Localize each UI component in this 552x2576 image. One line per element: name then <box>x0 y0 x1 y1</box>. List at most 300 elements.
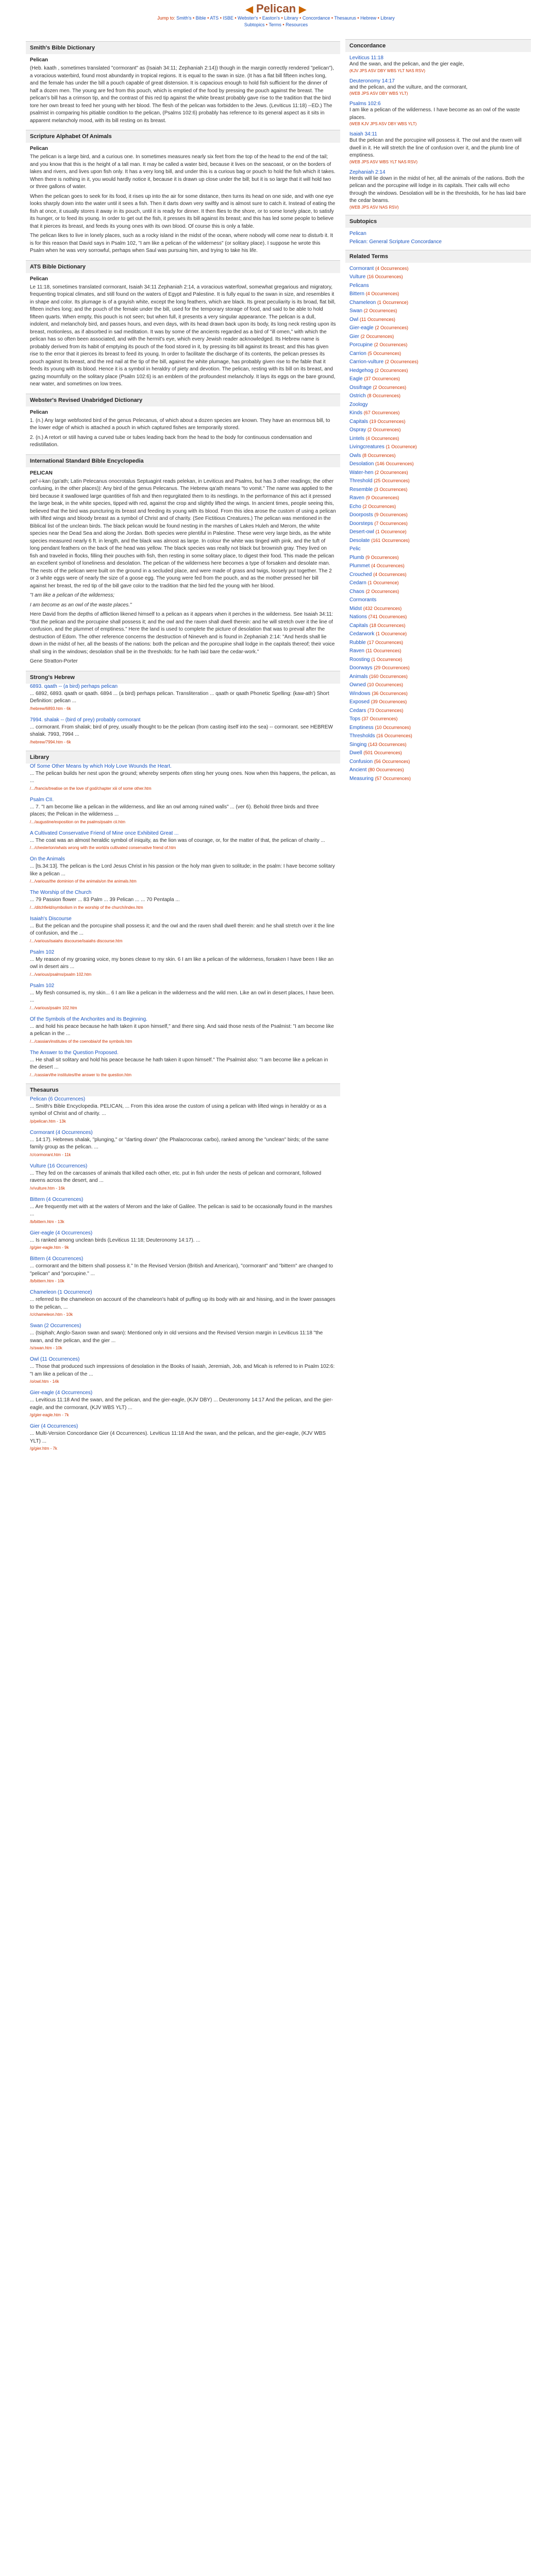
related-term-count: (9 Occurrences) <box>365 495 399 500</box>
list-item <box>30 1050 336 1077</box>
entry-title-link[interactable]: Isaiah's Discourse <box>30 916 72 922</box>
related-term-link[interactable]: Plummet <box>349 563 370 569</box>
entry-text: ... (tsiphah; Anglo-Saxon swan and swan): Mentioned only in old versions and the Revised Version margin in Leviticus 11:18 "the swan, and the pelican, and the gier ... <box>30 1330 323 1344</box>
related-term-link[interactable]: Cedarwork <box>349 631 375 637</box>
related-term-count: (39 Occurrences) <box>371 699 407 704</box>
nav-bible[interactable]: Bible <box>195 15 206 21</box>
entry-text: ... cormorant and the bittern shall possess it." In the Revised Version (British and American), "cormorant" and "bittern" are changed to "pelican" and "porcupine." ... <box>30 1263 333 1277</box>
related-term-link[interactable]: Capitals <box>349 418 369 425</box>
entry-source[interactable]: /g/gier-eagle.htm - 9k <box>30 1245 69 1250</box>
list-item <box>30 1323 336 1350</box>
scripture-p1: The pelican is a large bird, and a curious one. In sometimes measures nearly six feet from the top of the head to the end of the tail; and you know that this is the height of a tall man. It may be called a water bird, because it lives on the seacoast, or on the borders of lakes and rivers, and lives upon fish only. It has a very long bill, and under this is a curious bag or pouch to hold the fish which it takes. When there is nothing in it, you would hardly notice it, because it is drawn up close under the bill; but it is so large that it will hold two or three gallons of water. <box>30 154 336 190</box>
entry-text: ... 6892, 6893. qaath or qaath. 6894 ... (a bird) perhaps pelican. Transliteration ... qaath or qaath Phonetic Spelling: (kaw-ath') Short Definition: pelican ... <box>30 690 329 704</box>
entry-text: ... Leviticus 11:18 And the swan, and the pelican, and the gier-eagle, (KJV DBY) ... Deuteronomy 14:17 And the pelican, and the gier-eagle, and the cormorant, (KJV WBS YLT) ... <box>30 1397 333 1411</box>
related-term-count: (19 Occurrences) <box>369 418 406 424</box>
verse-text: And the swan, and the pelican, and the gier eagle, <box>349 61 464 67</box>
list-item <box>30 1423 336 1451</box>
related-term-count: (741 Occurrences) <box>368 614 407 619</box>
related-term-link[interactable]: Owned <box>349 682 366 688</box>
related-term-item[interactable] <box>349 511 527 520</box>
entry-source[interactable]: /.../ditchfield/symbolism in the worship of the church/index.htm <box>30 905 143 910</box>
related-term-item[interactable] <box>349 299 527 308</box>
related-term-item[interactable] <box>349 290 527 299</box>
entry-text: ... 7. "I am become like a pelican in the wilderness, and like an owl among ruined walls" ... (ver 6). Behold three birds and three places; the Pelican in the wilderness ... <box>30 804 319 817</box>
related-term-link[interactable]: Crouched <box>349 571 372 578</box>
websters-word: Pelican <box>30 409 48 415</box>
related-term-item[interactable] <box>349 664 527 673</box>
related-term-count: (1 Occurrence) <box>386 444 417 449</box>
related-term-item[interactable] <box>349 316 527 325</box>
title-text: Pelican <box>256 2 296 15</box>
list-item <box>30 1016 336 1044</box>
related-term-item[interactable] <box>349 571 527 580</box>
related-term-item[interactable] <box>349 639 527 648</box>
verse-ref-link[interactable]: Isaiah 34:11 <box>349 131 377 137</box>
related-term-item[interactable] <box>349 630 527 639</box>
isbe-word: PELICAN <box>30 470 53 476</box>
related-term-count: (16 Occurrences) <box>376 733 412 738</box>
entry-title-link[interactable]: Gier (4 Occurrences) <box>30 1423 78 1429</box>
related-term-item[interactable] <box>349 545 527 554</box>
related-term-link[interactable]: Raven <box>349 648 364 654</box>
related-term-link[interactable]: Ossifrage <box>349 384 372 391</box>
concordance-verse <box>349 170 527 210</box>
entry-title-link[interactable]: Psalm 102 <box>30 949 55 955</box>
related-term-item[interactable] <box>349 715 527 724</box>
section-isbe: International Standard Bible Encyclopedia <box>26 454 340 467</box>
related-term-link[interactable]: Vulture <box>349 274 366 280</box>
entry-source[interactable]: /s/swan.htm - 10k <box>30 1346 62 1350</box>
subtopic-item[interactable]: Pelican: General Scripture Concordance <box>349 239 442 245</box>
related-term-link[interactable]: Dwell <box>349 750 362 756</box>
entry-text: ... Multi-Version Concordance Gier (4 Occurrences). Leviticus 11:18 And the swan, and the pelican, and the gier-eagle, (KJV WBS YLT) ... <box>30 1431 326 1444</box>
related-term-item[interactable] <box>349 698 527 707</box>
related-term-link[interactable]: Echo <box>349 503 361 510</box>
related-term-link[interactable]: Roosting <box>349 656 370 663</box>
related-term-count: (25 Occurrences) <box>374 478 410 483</box>
related-term-item[interactable] <box>349 367 527 376</box>
related-term-count: (2 Occurrences) <box>363 308 397 313</box>
entry-source[interactable]: /.../francis/treatise on the love of god/chapter xiii of some other.htm <box>30 786 152 791</box>
related-term-item[interactable] <box>349 579 527 588</box>
related-term-item[interactable] <box>349 375 527 384</box>
related-term-item[interactable] <box>349 681 527 690</box>
thesaurus-list <box>26 1096 340 1451</box>
related-term-link[interactable]: Cedars <box>349 707 366 714</box>
related-term-link[interactable]: Kinds <box>349 410 363 416</box>
nav-subtopics[interactable]: Subtopics <box>244 22 265 27</box>
related-term-item[interactable] <box>349 460 527 469</box>
entry-source[interactable]: /hebrew/6893.htm - 6k <box>30 706 71 711</box>
section-library: Library <box>26 751 340 764</box>
list-item <box>30 797 336 824</box>
related-term-count: (1 Occurrence) <box>367 580 399 585</box>
nav-resources[interactable]: Resources <box>286 22 308 27</box>
entry-title-link[interactable]: Gier-eagle (4 Occurrences) <box>30 1390 93 1396</box>
related-term-item[interactable] <box>349 596 527 605</box>
list-item <box>30 1256 336 1283</box>
entry-source[interactable]: /.../augustine/exposition on the psalms/psalm cii.htm <box>30 819 125 824</box>
section-smiths: Smith's Bible Dictionary <box>26 41 340 54</box>
entry-source[interactable]: /g/gier-eagle.htm - 7k <box>30 1413 69 1417</box>
verse-ref-link[interactable]: Psalms 102:6 <box>349 101 381 107</box>
section-thesaurus: Thesaurus <box>26 1083 340 1096</box>
entry-source[interactable]: /g/gier.htm - 7k <box>30 1446 57 1451</box>
related-term-link[interactable]: Doorposts <box>349 512 373 518</box>
related-term-count: (7 Occurrences) <box>374 520 408 526</box>
related-term-link[interactable]: Emptiness <box>349 724 374 731</box>
entry-title-link[interactable]: Cormorant (4 Occurrences) <box>30 1129 93 1136</box>
entry-title-link[interactable]: A Cultivated Conservative Friend of Mine once Exhibited Great ... <box>30 830 179 836</box>
related-term-link[interactable]: Bittern <box>349 291 364 297</box>
entry-source[interactable]: /v/vulture.htm - 16k <box>30 1185 65 1191</box>
entry-title-link[interactable]: Swan (2 Occurrences) <box>30 1323 81 1329</box>
related-term-count: (2 Occurrences) <box>374 367 408 373</box>
related-term-item[interactable] <box>349 724 527 733</box>
related-term-item[interactable] <box>349 554 527 563</box>
related-term-count: (16 Occurrences) <box>367 274 403 279</box>
related-term-count: (37 Occurrences) <box>364 376 400 381</box>
entry-text: ... Is ranked among unclean birds (Leviticus 11:18; Deuteronomy 14:17). ... <box>30 1237 200 1243</box>
related-term-item[interactable] <box>349 358 527 367</box>
related-term-item[interactable] <box>349 265 527 274</box>
verse-text: and the pelican, and the vulture, and the cormorant, <box>349 84 468 90</box>
scripture-word: Pelican <box>30 146 48 151</box>
concordance-verse <box>349 55 527 73</box>
related-term-item[interactable] <box>349 401 527 410</box>
entry-source[interactable]: /.../cassian/institutes of the coenobia/of the symbols.htm <box>30 1039 132 1044</box>
entry-title-link[interactable]: Vulture (16 Occurrences) <box>30 1163 88 1169</box>
verse-translations[interactable]: (WEB JPS ASV DBY WBS YLT) <box>349 91 408 96</box>
related-term-link[interactable]: Threshold <box>349 478 373 484</box>
page-title <box>0 2 552 15</box>
related-term-link[interactable]: Midst <box>349 605 362 612</box>
verse-ref-link[interactable]: Leviticus 11:18 <box>349 55 383 61</box>
related-term-count: (4 Occurrences) <box>365 291 399 296</box>
entry-title-link[interactable]: Psalm 102 <box>30 982 55 989</box>
entry-text: ... 79 Passion flower ... 83 Palm ... 39 Pelican ... ... 70 Pentapla ... <box>30 897 180 903</box>
nav-thesaurus[interactable]: Thesaurus <box>334 15 356 21</box>
related-term-item[interactable] <box>349 384 527 393</box>
related-term-count: (5 Occurrences) <box>367 350 402 356</box>
verse-translations[interactable]: (WEB KJV JPS ASV DBY WBS YLT) <box>349 122 417 126</box>
related-term-link[interactable]: Owls <box>349 452 361 459</box>
related-term-link[interactable]: Cormorant <box>349 265 374 272</box>
related-term-link[interactable]: Chameleon <box>349 299 376 306</box>
related-term-link[interactable]: Animals <box>349 673 368 680</box>
related-term-item[interactable] <box>349 273 527 282</box>
list-item <box>30 1390 336 1417</box>
related-term-item[interactable] <box>349 503 527 512</box>
related-term-item[interactable] <box>349 707 527 716</box>
related-term-count: (2 Occurrences) <box>360 333 394 339</box>
entry-source[interactable]: /.../various/the dominion of the animals/on the animals.htm <box>30 879 137 884</box>
related-term-count: (9 Occurrences) <box>365 554 399 560</box>
list-item <box>30 890 336 910</box>
related-term-item[interactable] <box>349 537 527 546</box>
entry-title-link[interactable]: Chameleon (1 Occurrence) <box>30 1290 92 1295</box>
entry-text: ... cormorant. From shalak; bird of prey, usually thought to be the pelican (from casting itself into the sea) -- cormorant. see HEBREW shalak. 7993, 7994 ... <box>30 724 333 737</box>
related-term-item[interactable] <box>349 749 527 758</box>
related-term-item[interactable] <box>349 426 527 435</box>
related-term-item[interactable] <box>349 409 527 418</box>
related-term-count: (2 Occurrences) <box>384 359 419 364</box>
entry-source[interactable]: /.../chesterton/whats wrong with the world/a cultivated conservative friend of.htm <box>30 845 176 850</box>
list-item <box>30 1096 336 1124</box>
related-term-count: (80 Occurrences) <box>368 767 404 772</box>
related-term-count: (1 Occurrence) <box>375 529 407 534</box>
entry-title-link[interactable]: Pelican (6 Occurrences) <box>30 1096 86 1102</box>
verse-text: I am like a pelican of the wilderness. I have become as an owl of the waste places. <box>349 107 520 121</box>
concordance-verse <box>349 131 527 164</box>
related-term-item[interactable] <box>349 732 527 741</box>
related-term-link[interactable]: Singing <box>349 741 367 748</box>
nav-concordance[interactable]: Concordance <box>302 15 330 21</box>
section-subtopics: Subtopics <box>345 215 531 228</box>
nav-isbe[interactable]: ISBE <box>223 15 233 21</box>
related-term-link[interactable]: Tops <box>349 716 361 722</box>
entry-source[interactable]: /.../cassian/the institutes/the answer to the question.htm <box>30 1072 131 1077</box>
entry-source[interactable]: /p/pelican.htm - 13k <box>30 1118 66 1124</box>
related-term-link[interactable]: Capitals <box>349 622 369 629</box>
related-term-count: (67 Occurrences) <box>363 410 400 415</box>
nav-terms[interactable]: Terms <box>269 22 281 27</box>
related-term-count: (143 Occurrences) <box>368 741 407 747</box>
entry-source[interactable]: /o/owl.htm - 14k <box>30 1379 59 1384</box>
related-term-item[interactable] <box>349 656 527 665</box>
entry-title-link[interactable]: Of the Symbols of the Anchorites and its Beginning. <box>30 1016 147 1022</box>
nav-library2[interactable]: Library <box>380 15 395 21</box>
related-term-link[interactable]: Pelicans <box>349 282 369 289</box>
list-item <box>30 983 336 1010</box>
nav-ats[interactable]: ATS <box>210 15 219 21</box>
entry-title-link[interactable]: 6893. qaath -- (a bird) perhaps pelican <box>30 683 118 689</box>
list-item <box>30 1130 336 1157</box>
related-term-link[interactable]: Desolation <box>349 461 374 467</box>
related-term-link[interactable]: Hedgehog <box>349 367 374 374</box>
related-term-count: (3 Occurrences) <box>374 486 408 492</box>
nav-library[interactable]: Library <box>284 15 298 21</box>
entry-text: ... The coat was an almost heraldic symbol of iniquity, as the lion was of courage, or, for the matter of that, the pelican of charity ... <box>30 837 325 843</box>
related-term-link[interactable]: Ospray <box>349 427 366 433</box>
related-term-item[interactable] <box>349 307 527 316</box>
related-term-count: (2 Occurrences) <box>374 342 408 347</box>
related-term-item[interactable] <box>349 486 527 495</box>
websters-p2: 2. (n.) A retort or still having a curved tube or tubes leading back from the head to the body for continuous condensation and redistillation. <box>30 434 312 448</box>
related-term-count: (432 Occurrences) <box>363 605 402 611</box>
related-term-item[interactable] <box>349 324 527 333</box>
nav-eastons[interactable]: Easton's <box>262 15 280 21</box>
entry-source[interactable]: /.../various/isaiahs discourse/isaiahs discourse.htm <box>30 938 123 943</box>
related-term-item[interactable] <box>349 766 527 775</box>
section-websters: Webster's Revised Unabridged Dictionary <box>26 394 340 406</box>
list-item <box>30 1290 336 1317</box>
entry-title-link[interactable]: On the Animals <box>30 856 65 862</box>
related-term-link[interactable]: Desert-owl <box>349 529 374 535</box>
related-term-link[interactable]: Rubble <box>349 639 366 646</box>
entry-source[interactable]: /.../various/psalm 102.htm <box>30 1005 77 1010</box>
entry-source[interactable]: /b/bittern.htm - 13k <box>30 1219 64 1224</box>
related-term-link[interactable]: Windows <box>349 690 371 697</box>
list-item <box>30 916 336 943</box>
related-term-link[interactable]: Swan <box>349 308 363 314</box>
entry-source[interactable]: /b/bittern.htm - 10k <box>30 1279 64 1283</box>
entry-text: ... Are frequently met with at the waters of Merom and the lake of Galilee. The pelican is said to be occasionally found in the marshes ... <box>30 1204 332 1217</box>
related-term-item[interactable] <box>349 452 527 461</box>
related-term-link[interactable]: Ancient <box>349 767 367 773</box>
related-term-link[interactable]: Gier <box>349 333 359 340</box>
related-term-item[interactable] <box>349 528 527 537</box>
entry-text: ... [ts.34:13]. The pelican is the Lord Jesus Christ in his passion or the holy man given to solitude; in the psalm: I have become solitary like a pelican ... <box>30 863 335 877</box>
verse-ref-link[interactable]: Zephaniah 2:14 <box>349 169 386 175</box>
related-term-count: (8 Occurrences) <box>367 393 400 398</box>
related-term-count: (73 Occurrences) <box>367 707 404 713</box>
related-term-link[interactable]: Pelic <box>349 546 361 552</box>
verse-ref-link[interactable]: Deuteronomy 14:17 <box>349 78 395 84</box>
websters-p1: 1. (n.) Any large webfooted bird of the genus Pelecanus, of which about a dozen species are known. They have an enormous bill, to the lower edge of which is attached a pouch in which captured fishes are temporarily stored. <box>30 417 330 431</box>
related-term-count: (146 Occurrences) <box>375 461 414 466</box>
related-term-count: (2 Occurrences) <box>362 503 396 509</box>
list-item <box>30 764 336 791</box>
related-term-count: (1 Occurrence) <box>371 656 403 662</box>
related-term-item[interactable] <box>349 520 527 529</box>
ats-text: Le 11:18, sometimes translated cormorant, Isaiah 34:11 Zephaniah 2:14, a voracious waterfowl, somewhat gregarious and migratory, frequenting tropical climates, and still found on the waters of Egypt and Palestine. It is fully equal to the swan in size, and resembles it in shape and color. Its plumage is of a grayish white, except the long feathers, which are black. Its great peculiarity is its broad, flat bill, fifteen inches long; and the pouch of the female under the bill, used for the temporary storage of food, and said to be able to hold fifteen quarts. When empty, this pouch is not seen; but when full, it presents a very singular appearance. The pelican is a dull, indolent, and melancholy bird, and passes hours, and even days, with its head drawn back upon its body, its long neck resting upon its breast, motionless, as if absorbed in sad meditation. It was by some of the ancients regarded as a bird of "ill omen," with which the pelican has so often been associated, and with the hermit's eye, which every Jewish reader acknowledged. Its Hebrew name is probably derived from its habit of emptying its pouch of the food stored in it, by pressing its bill against its breast; and this has given rise to the error that it pierces its breast to feed its young. In order to facilitate the discharge of its contents, the pelican presses its pouch against its breast, and the red nail at the tip of the bill, against the white plumage, has probably given rise to the fable that it feeds its young with its blood. Hence it is a symbol in heraldry of piety and devotion. The pelican, resting with its bill on its breast, and gazing mournfully on the solitary place (Psalm 102:6) is an emblem of the profoundest melancholy. It lays its eggs on the bare ground, near water, and sometimes on low trees. <box>30 284 336 387</box>
entry-source[interactable]: /c/cormorant.htm - 11k <box>30 1152 71 1157</box>
related-term-item[interactable] <box>349 418 527 427</box>
related-term-count: (161 Occurrences) <box>371 537 410 543</box>
list-item <box>30 1163 336 1191</box>
related-term-link[interactable]: Thresholds <box>349 733 375 739</box>
related-term-link[interactable]: Carrion-vulture <box>349 359 384 365</box>
entry-text: ... 14:17). Hebrews shalak, "plunging," or "darting down" (the Phalacrocorax carbo), ranked among the "unclean" birds; of the same family group as the pelican. ... <box>30 1137 329 1150</box>
related-term-link[interactable]: Plumb <box>349 554 364 561</box>
related-term-link[interactable]: Cormorants <box>349 597 377 603</box>
related-term-link[interactable]: Ostrich <box>349 393 366 399</box>
related-term-count: (8 Occurrences) <box>362 452 396 458</box>
related-term-link[interactable]: Resemble <box>349 486 373 493</box>
related-term-link[interactable]: Chaos <box>349 588 364 595</box>
related-term-link[interactable]: Gier-eagle <box>349 325 374 331</box>
related-term-item[interactable] <box>349 341 527 350</box>
entry-title-link[interactable]: Bittern (4 Occurrences) <box>30 1196 83 1202</box>
verse-translations[interactable]: (KJV JPS ASV DBY WBS YLT NAS RSV) <box>349 68 426 73</box>
related-term-link[interactable]: Eagle <box>349 376 363 382</box>
related-term-count: (4 Occurrences) <box>371 563 405 568</box>
related-term-count: (10 Occurrences) <box>375 724 411 730</box>
related-term-item[interactable] <box>349 690 527 699</box>
entry-text: ... and hold his peace because he hath taken it upon himself," and there sing. And said those nests of the Psalmist: "I am become like a pelican in the ... <box>30 1023 334 1037</box>
related-term-item[interactable] <box>349 647 527 656</box>
related-term-item[interactable] <box>349 613 527 622</box>
related-term-count: (56 Occurrences) <box>374 758 410 764</box>
related-term-link[interactable]: Doorways <box>349 665 373 671</box>
related-term-item[interactable] <box>349 443 527 452</box>
nav-smiths[interactable]: Smith's <box>176 15 192 21</box>
section-ats: ATS Bible Dictionary <box>26 260 340 273</box>
related-term-count: (11 Occurrences) <box>365 648 402 653</box>
entry-source[interactable]: /.../various/psalms/psalm 102.htm <box>30 972 92 977</box>
related-term-link[interactable]: Confusion <box>349 758 373 765</box>
list-item <box>30 684 336 711</box>
related-term-link[interactable]: Measuring <box>349 775 374 782</box>
related-term-item[interactable] <box>349 333 527 342</box>
related-term-item[interactable] <box>349 605 527 614</box>
related-term-link[interactable]: Exposed <box>349 699 370 705</box>
main-column <box>26 36 340 2576</box>
entry-title-link[interactable]: 7994. shalak -- (bird of prey) probably cormorant <box>30 717 141 723</box>
related-term-item[interactable] <box>349 350 527 359</box>
related-term-item[interactable] <box>349 741 527 750</box>
verse-translations[interactable]: (WEB JPS ASV NAS RSV) <box>349 205 399 210</box>
related-term-item[interactable] <box>349 477 527 486</box>
nav-websters[interactable]: Webster's <box>238 15 258 21</box>
related-term-link[interactable]: Desolate <box>349 537 370 544</box>
entry-source[interactable]: /c/chameleon.htm - 10k <box>30 1312 73 1317</box>
related-term-link[interactable]: Cedarn <box>349 580 366 586</box>
entry-title-link[interactable]: The Worship of the Church <box>30 890 92 895</box>
right-arrow-icon: ▶ <box>299 4 306 14</box>
related-term-count: (36 Occurrences) <box>372 690 408 696</box>
entry-title-link[interactable]: The Answer to the Question Proposed. <box>30 1049 119 1056</box>
entry-title-link[interactable]: Bittern (4 Occurrences) <box>30 1256 83 1262</box>
related-term-link[interactable]: Lintels <box>349 435 364 442</box>
list-item <box>30 856 336 884</box>
sidebar <box>345 36 531 809</box>
related-term-link[interactable]: Nations <box>349 614 367 620</box>
related-term-count: (4 Occurrences) <box>375 265 409 271</box>
related-term-item[interactable] <box>349 562 527 571</box>
entry-text: ... Smith's Bible Encyclopedia. PELICAN, ... From this idea arose the custom of using a pelican with lifted wings in heraldry or as a symbol of Christ and of charity. ... <box>30 1103 326 1116</box>
related-term-item[interactable] <box>349 588 527 597</box>
related-term-count: (501 Occurrences) <box>363 750 402 755</box>
related-term-count: (17 Occurrences) <box>367 639 404 645</box>
entry-text: ... referred to the chameleon on account of the chameleon's habit of puffing up its body with air and hissing, and in the lower passages to the pelican, ... <box>30 1297 336 1310</box>
related-term-item[interactable] <box>349 494 527 503</box>
related-term-link[interactable]: Water-hen <box>349 469 374 476</box>
related-term-item[interactable] <box>349 435 527 444</box>
entry-source[interactable]: /hebrew/7994.htm - 6k <box>30 739 71 744</box>
entry-text: ... My reason of my groaning voice, my bones cleave to my skin. 6 I am like a pelican of the wilderness, forsaken I have been I like an owl in desert airs ... <box>30 956 334 970</box>
related-term-item[interactable] <box>349 673 527 682</box>
related-term-item[interactable] <box>349 775 527 784</box>
nav-hebrew[interactable]: Hebrew <box>360 15 377 21</box>
entry-text: ... He shall sit solitary and hold his peace because he hath taken it upon himself." The Psalmist also: "I am become like a pelican in the desert ... <box>30 1057 328 1070</box>
entry-title-link[interactable]: Owl (11 Occurrences) <box>30 1357 80 1362</box>
ats-word: Pelican <box>30 276 48 282</box>
entry-text: ... Those that produced such impressions of desolation in the Books of Isaiah, Jeremiah, Job, and Micah is referred to in Psalm 102:6: "I am like a pelican of the ... <box>30 1364 335 1377</box>
related-term-link[interactable]: Doorsteps <box>349 520 373 527</box>
entry-title-link[interactable]: Of Some Other Means by which Holy Love Wounds the Heart. <box>30 763 172 769</box>
related-term-item[interactable] <box>349 469 527 478</box>
related-term-link[interactable]: Carrion <box>349 350 366 357</box>
related-term-item[interactable] <box>349 392 527 401</box>
jump-nav: Jump to: Smith's • Bible • ATS • ISBE • Webster's • Easton's • Library • Concordance • Thesaurus • Hebrew • Library <box>157 15 395 21</box>
related-term-item[interactable] <box>349 758 527 767</box>
related-term-item[interactable] <box>349 622 527 631</box>
subtopic-item[interactable]: Pelican <box>349 230 366 236</box>
entry-title-link[interactable]: Psalm CII. <box>30 796 54 803</box>
related-term-link[interactable]: Raven <box>349 495 364 501</box>
verse-translations[interactable]: (WEB JPS ASV WBS YLT NAS RSV) <box>349 159 418 164</box>
related-term-link[interactable]: Livingcreatures <box>349 444 384 450</box>
related-term-link[interactable]: Owl <box>349 316 359 323</box>
entry-title-link[interactable]: Gier-eagle (4 Occurrences) <box>30 1230 93 1236</box>
related-term-count: (37 Occurrences) <box>361 716 398 721</box>
related-term-link[interactable]: Porcupine <box>349 342 373 348</box>
related-term-item[interactable] <box>349 282 527 291</box>
related-term-link[interactable]: Zoology <box>349 401 368 408</box>
isbe-p3: I am become as an owl of the waste places." <box>30 602 132 608</box>
